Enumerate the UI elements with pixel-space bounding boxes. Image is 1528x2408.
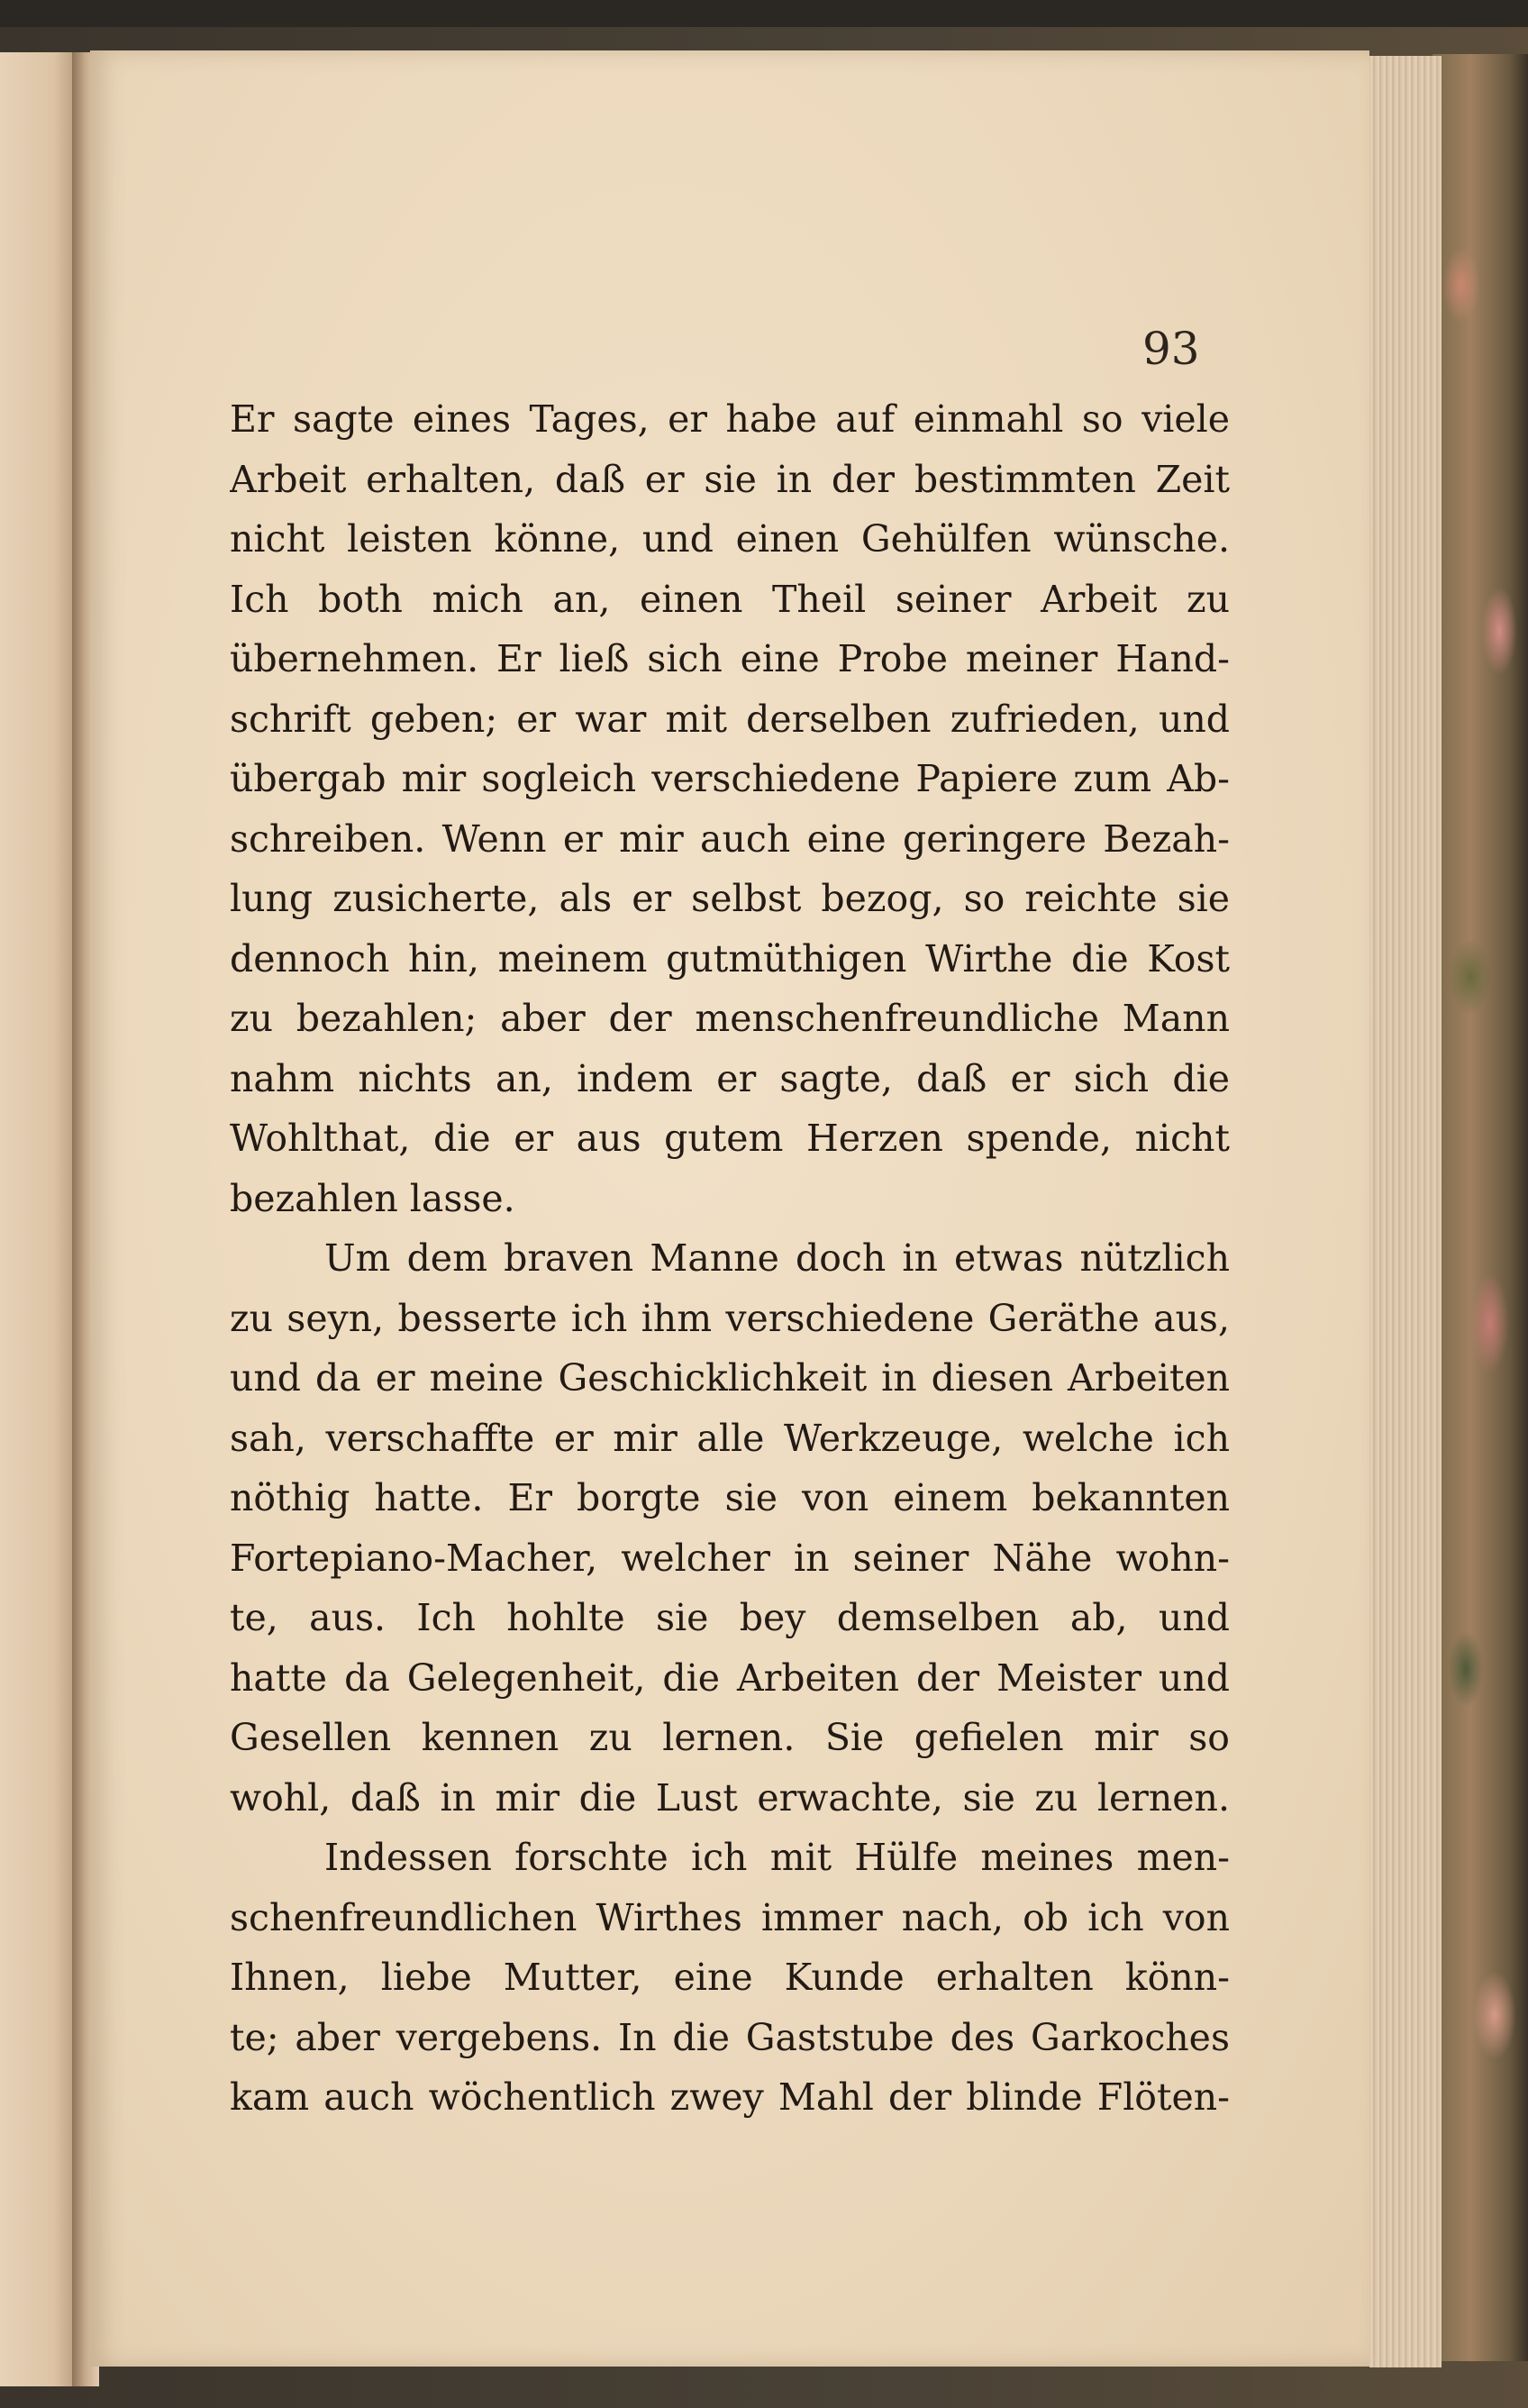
text-line: schenfreundlichen Wirthes immer nach, ob ich von: [230, 1895, 1230, 1939]
text-line: dennoch hin, meinem gutmüthigen Wirthe die Kost: [230, 936, 1230, 981]
text-line: kam auch wöchentlich zwey Mahl der blinde Flöten-: [230, 2075, 1230, 2119]
text-line: nöthig hatte. Er borgte sie von einem bekannten: [230, 1476, 1230, 1519]
text-line: Ihnen, liebe Mutter, eine Kunde erhalten könn-: [230, 1956, 1230, 1999]
text-line: lung zusicherte, als er selbst bezog, so reichte sie: [230, 877, 1230, 920]
text-line: Fortepiano-Macher, welcher in seiner Nähe wohn-: [230, 1536, 1230, 1580]
text-line: zu bezahlen; aber der menschenfreundliche Mann: [230, 997, 1230, 1040]
text-line: Arbeit erhalten, daß er sie in der bestimmten Zeit: [230, 457, 1230, 501]
text-line: schrift geben; er war mit derselben zufrieden, und: [230, 697, 1230, 741]
text-line: bezahlen lasse.: [230, 1176, 515, 1220]
text-line: Gesellen kennen zu lernen. Sie gefielen mir so: [230, 1716, 1230, 1759]
body-text: [230, 389, 1230, 2128]
text-line: zu seyn, besserte ich ihm verschiedene Geräthe aus,: [230, 1296, 1230, 1340]
page-stack-edges: [1369, 56, 1442, 2367]
text-line: Ich both mich an, einen Theil seiner Arbeit zu: [230, 577, 1230, 621]
text-line: nicht leisten könne, und einen Gehülfen wünsche.: [230, 517, 1230, 561]
text-line: te; aber vergebens. In die Gaststube des Garkoches: [230, 2015, 1230, 2059]
text-line: te, aus. Ich hohlte sie bey demselben ab, und: [230, 1596, 1230, 1639]
text-line: wohl, daß in mir die Lust erwachte, sie zu lernen.: [230, 1775, 1230, 1820]
text-line: Wohlthat, die er aus gutem Herzen spende, nicht: [230, 1117, 1230, 1160]
page-number: 93: [1142, 323, 1200, 375]
text-line: schreiben. Wenn er mir auch eine geringere Bezah-: [230, 816, 1230, 861]
text-line: Er sagte eines Tages, er habe auf einmahl so viele: [230, 397, 1230, 441]
text-line: Um dem braven Manne doch in etwas nützlich: [324, 1236, 1230, 1280]
text-line: übernehmen. Er ließ sich eine Probe meiner Hand-: [230, 637, 1230, 680]
text-line: sah, verschaffte er mir alle Werkzeuge, welche ich: [230, 1416, 1230, 1460]
marbled-cover-edge: [1432, 54, 1528, 2361]
left-page-edge: [0, 52, 77, 2386]
text-line: Indessen forschte ich mit Hülfe meines men-: [324, 1836, 1230, 1879]
text-line: hatte da Gelegenheit, die Arbeiten der Meister und: [230, 1656, 1230, 1700]
text-line: nahm nichts an, indem er sagte, daß er sich die: [230, 1056, 1230, 1100]
text-line: übergab mir sogleich verschiedene Papiere zum Ab-: [230, 757, 1230, 800]
text-line: und da er meine Geschicklichkeit in diesen Arbeiten: [230, 1356, 1230, 1400]
